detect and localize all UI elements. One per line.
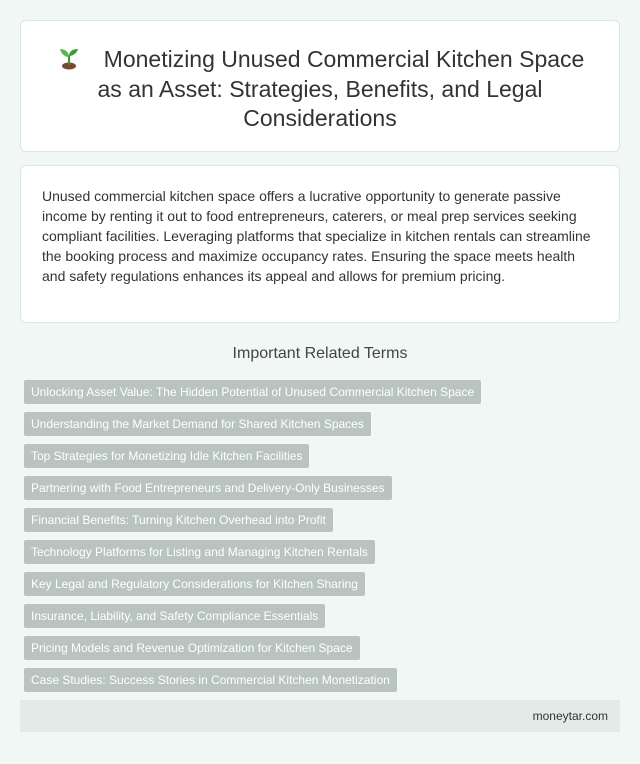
page-title [47, 45, 593, 134]
related-terms-list [20, 380, 620, 692]
summary-card [20, 165, 620, 323]
related-term-3[interactable]: Partnering with Food Entrepreneurs and Delivery-Only Businesses [24, 476, 392, 500]
footer [20, 700, 620, 732]
related-term-5[interactable]: Technology Platforms for Listing and Managing Kitchen Rentals [24, 540, 375, 564]
related-term-4[interactable]: Financial Benefits: Turning Kitchen Overhead into Profit [24, 508, 333, 532]
related-term-6[interactable]: Key Legal and Regulatory Considerations for Kitchen Sharing [24, 572, 365, 596]
related-term-2[interactable]: Top Strategies for Monetizing Idle Kitchen Facilities [24, 444, 309, 468]
related-term-9[interactable]: Case Studies: Success Stories in Commercial Kitchen Monetization [24, 668, 397, 692]
sprout-icon [56, 46, 82, 70]
footer-site-link[interactable]: moneytar.com [532, 709, 608, 723]
summary-text: Unused commercial kitchen space offers a lucrative opportunity to generate passive income by renting it out to food entrepreneurs, caterers, or meal prep services seeking compliant facilities. Leveraging platforms that specialize in kitchen rentals can streamline the booking process and maximize occupancy rates. Ensuring the space meets health and safety regulations enhances its appeal and allows for premium pricing. [42, 188, 591, 284]
related-term-8[interactable]: Pricing Models and Revenue Optimization for Kitchen Space [24, 636, 360, 660]
title-card [20, 20, 620, 152]
page-title-text: Monetizing Unused Commercial Kitchen Space as an Asset: Strategies, Benefits, and Legal Considerations [97, 46, 585, 131]
related-term-0[interactable]: Unlocking Asset Value: The Hidden Potential of Unused Commercial Kitchen Space [24, 380, 481, 404]
related-term-1[interactable]: Understanding the Market Demand for Shared Kitchen Spaces [24, 412, 371, 436]
related-term-7[interactable]: Insurance, Liability, and Safety Compliance Essentials [24, 604, 325, 628]
related-terms-heading: Important Related Terms [232, 345, 408, 362]
